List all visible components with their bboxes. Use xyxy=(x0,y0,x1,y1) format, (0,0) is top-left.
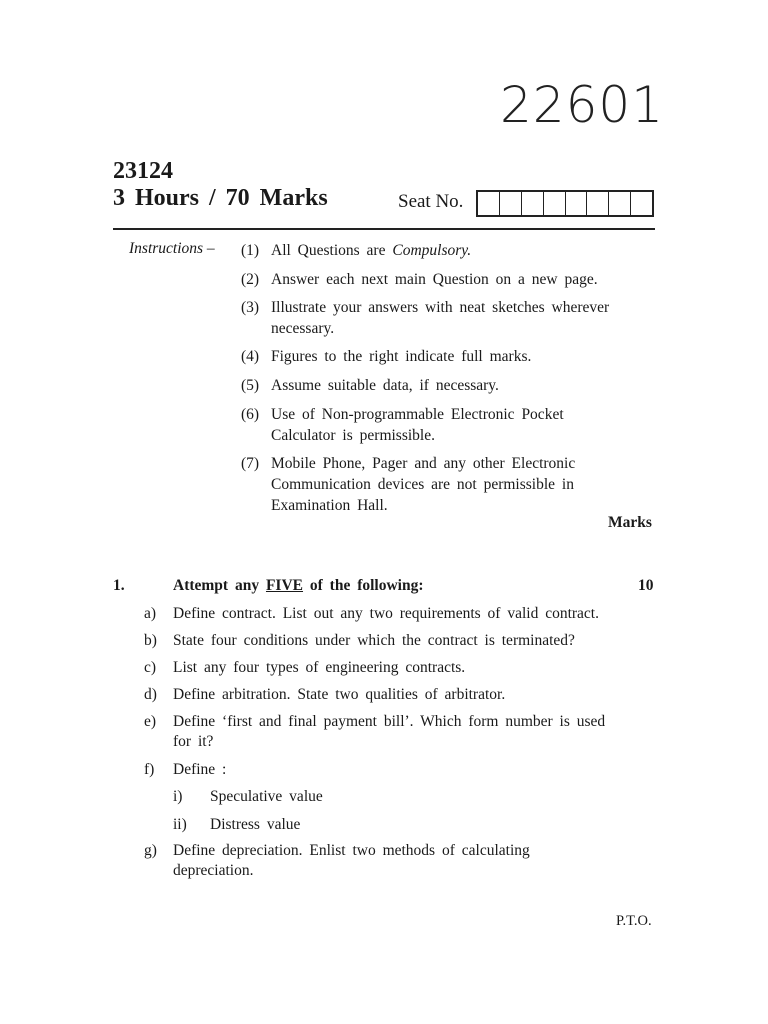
sub-question-text: State four conditions under which the contract is terminated? xyxy=(173,632,575,649)
sub-question xyxy=(144,658,644,678)
instruction-number: (4) xyxy=(241,348,260,365)
seat-box[interactable] xyxy=(631,192,652,215)
question-marks: 10 xyxy=(638,577,654,594)
duration-marks: 3 Hours / 70 Marks xyxy=(113,185,328,211)
instruction-emphasis: Compulsory. xyxy=(392,242,472,259)
instruction-number: (1) xyxy=(241,242,260,259)
instruction-text: Use of Non-programmable Electronic Pocket Calculator is permissible. xyxy=(271,406,564,444)
sub-question xyxy=(144,841,564,881)
seat-box[interactable] xyxy=(587,192,609,215)
subject-code: 23124 xyxy=(113,158,173,184)
seat-box[interactable] xyxy=(500,192,522,215)
sub-question-label: b) xyxy=(144,632,157,649)
sub-sub-question-text: Speculative value xyxy=(210,788,323,805)
instruction-number: (3) xyxy=(241,299,260,316)
sub-question-label: g) xyxy=(144,842,157,859)
marks-heading: Marks xyxy=(608,514,652,531)
header-divider xyxy=(113,228,655,230)
sub-sub-question xyxy=(173,815,473,835)
sub-question-text: List any four types of engineering contracts. xyxy=(173,659,466,676)
sub-question-label: e) xyxy=(144,713,157,730)
sub-sub-question xyxy=(173,787,473,807)
instruction-number: (2) xyxy=(241,271,260,288)
instruction-item xyxy=(241,375,641,396)
sub-question-label: f) xyxy=(144,761,155,778)
instruction-text: All Questions are xyxy=(271,242,386,259)
sub-question-label: c) xyxy=(144,659,157,676)
seat-number-label: Seat No. xyxy=(398,191,464,212)
paper-code: 22601 xyxy=(500,76,665,134)
sub-question-text: Define ‘first and final payment bill’. Which form number is used for it? xyxy=(173,713,606,750)
instruction-item xyxy=(241,240,641,261)
sub-question-text: Define contract. List out any two requirements of valid contract. xyxy=(173,605,599,622)
sub-question-label: a) xyxy=(144,605,157,622)
sub-question xyxy=(144,631,644,651)
question-title xyxy=(173,577,424,595)
seat-box[interactable] xyxy=(522,192,544,215)
seat-box[interactable] xyxy=(566,192,588,215)
sub-question xyxy=(144,685,644,705)
instruction-text: Mobile Phone, Pager and any other Electronic Communication devices are not permissible in Examination Hall. xyxy=(271,455,576,514)
sub-question-text: Define : xyxy=(173,761,227,778)
sub-sub-question-text: Distress value xyxy=(210,816,301,833)
seat-number-boxes[interactable] xyxy=(476,190,654,217)
page-turn-note: P.T.O. xyxy=(616,913,652,929)
instruction-text: Answer each next main Question on a new page. xyxy=(271,271,598,288)
sub-sub-question-label: i) xyxy=(173,788,183,805)
sub-sub-question-label: ii) xyxy=(173,816,187,833)
sub-question-text: Define depreciation. Enlist two methods of calculating depreciation. xyxy=(173,842,530,879)
instruction-item xyxy=(241,269,641,290)
instruction-text: Figures to the right indicate full marks. xyxy=(271,348,532,365)
instruction-item xyxy=(241,453,621,516)
seat-box[interactable] xyxy=(609,192,631,215)
instruction-item xyxy=(241,297,649,339)
instruction-item xyxy=(241,404,611,446)
sub-question-label: d) xyxy=(144,686,157,703)
instructions-label: Instructions – xyxy=(129,240,215,257)
instruction-item xyxy=(241,346,641,367)
sub-question xyxy=(144,604,644,624)
question-number: 1. xyxy=(113,577,125,594)
question-title-post: of the following: xyxy=(309,577,424,594)
sub-question xyxy=(144,760,644,780)
instruction-number: (7) xyxy=(241,455,260,472)
instruction-number: (6) xyxy=(241,406,260,423)
question-title-emphasis: FIVE xyxy=(265,577,304,594)
sub-question-text: Define arbitration. State two qualities of arbitrator. xyxy=(173,686,506,703)
instruction-number: (5) xyxy=(241,377,260,394)
question-title-pre: Attempt any xyxy=(173,577,260,594)
seat-box[interactable] xyxy=(478,192,500,215)
instruction-text: Illustrate your answers with neat sketches wherever necessary. xyxy=(271,299,610,337)
instruction-text: Assume suitable data, if necessary. xyxy=(271,377,499,394)
sub-question xyxy=(144,712,606,752)
seat-box[interactable] xyxy=(544,192,566,215)
